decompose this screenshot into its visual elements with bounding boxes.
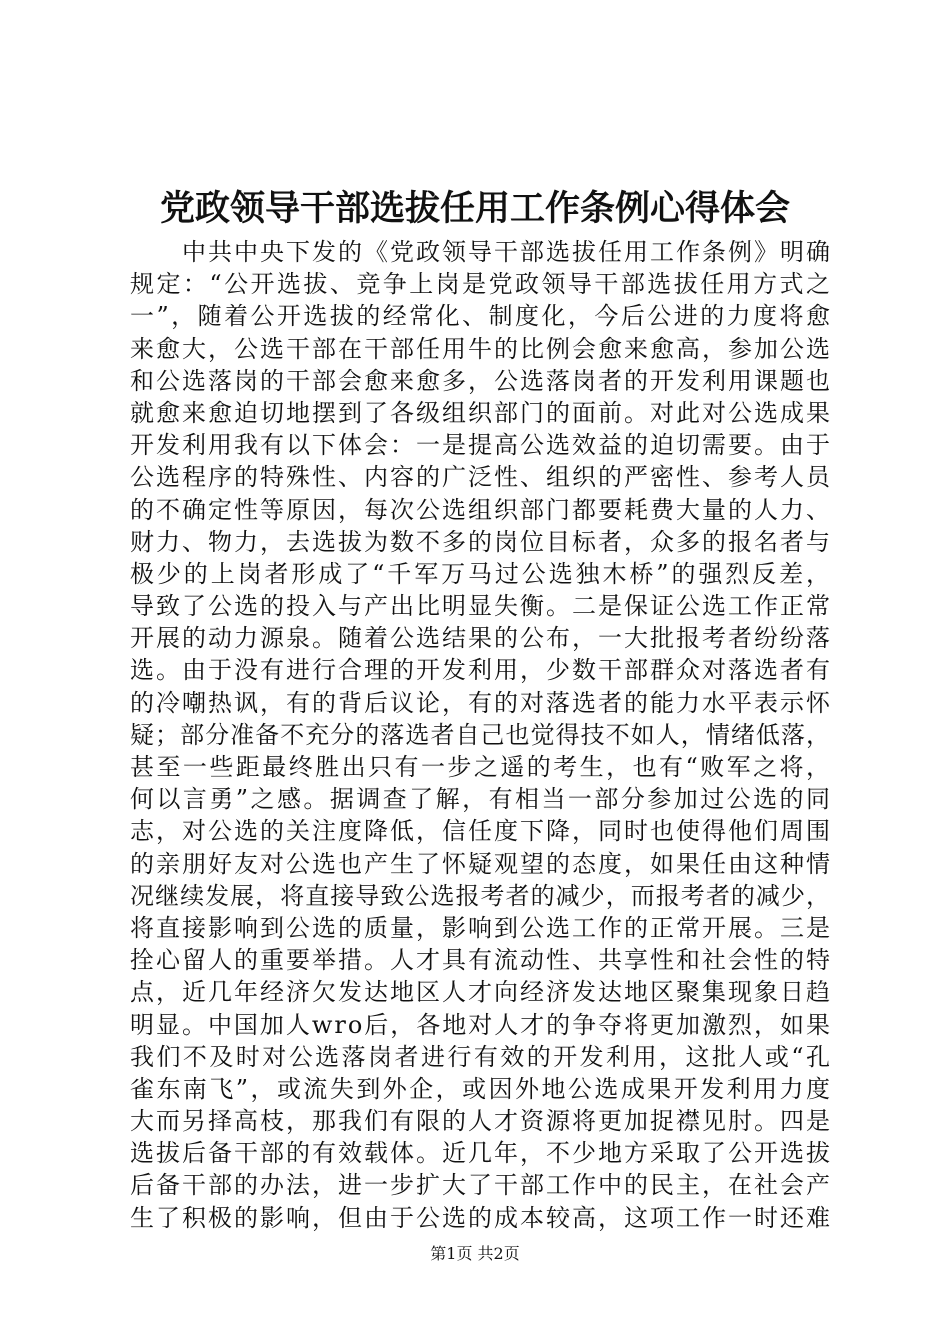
body-line: 中共中央下发的《党政领导干部选拔任用工作条例》明确: [130, 238, 832, 266]
page-footer: 第1页 共2页: [430, 1244, 520, 1263]
body-line: 选拔后备干部的有效载体。近几年，不少地方采取了公开选拔: [130, 1139, 832, 1168]
body-line: 明显。中国加人wro后，各地对人才的争夺将更加激烈，如果: [130, 1010, 832, 1039]
body-line: 的不确定性等原因，每次公选组织部门都要耗费大量的人力、: [130, 495, 832, 524]
body-line: 的亲朋好友对公选也产生了怀疑观望的态度，如果任由这种情: [130, 849, 832, 878]
body-line: 将直接影响到公选的质量，影响到公选工作的正常开展。三是: [130, 913, 832, 942]
document-body: [130, 236, 833, 1234]
document-title: 党政领导干部选拔任用工作条例心得体会: [159, 188, 790, 229]
body-line: 疑；部分准备不充分的落选者自己也觉得技不如人，情绪低落，: [130, 720, 832, 749]
body-line: 来愈大，公选干部在干部任用牛的比例会愈来愈高，参加公选: [130, 334, 832, 363]
body-line: 雀东南飞”，或流失到外企，或因外地公选成果开发利用力度: [130, 1074, 833, 1103]
body-line: 公选程序的特殊性、内容的广泛性、组织的严密性、参考人员: [130, 463, 832, 492]
body-line: 后备干部的办法，进一步扩大了干部工作中的民主，在社会产: [130, 1171, 832, 1200]
body-line: 开发利用我有以下体会：一是提高公选效益的迫切需要。由于: [130, 431, 832, 460]
body-line: 导致了公选的投入与产出比明显失衡。二是保证公选工作正常: [130, 592, 832, 621]
body-line: 财力、物力，去选拔为数不多的岗位目标者，众多的报名者与: [130, 527, 832, 556]
body-line: 和公选落岗的干部会愈来愈多，公选落岗者的开发利用课题也: [130, 366, 832, 395]
body-line: 就愈来愈迫切地摆到了各级组织部门的面前。对此对公选成果: [130, 398, 832, 427]
body-line: 拴心留人的重要举措。人才具有流动性、共享性和社会性的特: [130, 946, 832, 975]
body-line: 的冷嘲热讽，有的背后议论，有的对落选者的能力水平表示怀: [130, 688, 832, 717]
body-line: 志，对公选的关注度降低，信任度下降，同时也使得他们周围: [130, 817, 832, 846]
body-line: 我们不及时对公选落岗者进行有效的开发利用，这批人或“孔: [130, 1042, 833, 1071]
body-line: 况继续发展，将直接导致公选报考者的减少，而报考者的减少，: [130, 881, 832, 910]
body-line: 极少的上岗者形成了“千军万马过公选独木桥”的强烈反差，: [130, 559, 833, 588]
body-line: 何以言勇”之感。据调查了解，有相当一部分参加过公选的同: [130, 785, 833, 814]
body-line: 大而另择高枝，那我们有限的人才资源将更加捉襟见肘。四是: [130, 1107, 832, 1136]
body-line: 选。由于没有进行合理的开发利用，少数干部群众对落选者有: [130, 656, 832, 685]
body-line: 点，近几年经济欠发达地区人才向经济发达地区聚集现象日趋: [130, 978, 832, 1007]
body-line: 一”，随着公开选拔的经常化、制度化，今后公进的力度将愈: [130, 302, 833, 331]
body-line: 规定：“公开选拔、竞争上岗是党政领导干部选拔任用方式之: [130, 270, 833, 299]
body-line: 开展的动力源泉。随着公选结果的公布，一大批报考者纷纷落: [130, 624, 832, 653]
body-line: 甚至一些距最终胜出只有一步之遥的考生，也有“败军之将，: [130, 753, 833, 781]
body-line: 生了积极的影响，但由于公选的成本较高，这项工作一时还难: [130, 1203, 832, 1232]
